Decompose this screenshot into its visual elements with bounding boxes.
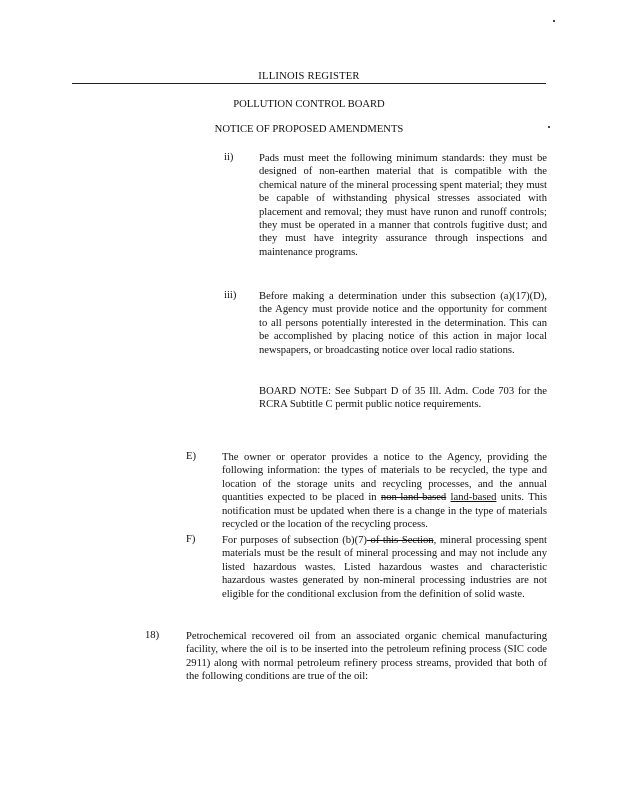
- text-segment: , mineral processing spent materials must be the result of mineral processing and may not include any listed hazardous wastes. Listed hazardous wastes and characteristic hazardous wastes generated by non-mineral processing industries are not eligible for the conditional exclusion from the definition of solid waste.: [222, 535, 547, 600]
- struck-text: of this Section: [366, 535, 434, 546]
- text-segment: For purposes of subsection (b)(7): [222, 535, 367, 546]
- item-label-iii: iii): [224, 290, 237, 301]
- text-segment: units. This notification must be updated when there is a change in the type of materials recycled or the location of the recycling process.: [222, 492, 547, 531]
- notice-title: NOTICE OF PROPOSED AMENDMENTS: [214, 124, 404, 135]
- item-text-ii: Pads must meet the following minimum standards: they must be designed of non-earthen material that is compatible with the chemical nature of the mineral processing spent material; they must be capable of withstanding physical stresses associated with placement and removal; they must have runon and runoff controls; they must be operated in a manner that controls fugitive dust; and they must have integrity assurance through inspections and maintenance programs.: [259, 153, 547, 258]
- struck-text: non-land-based: [380, 492, 447, 504]
- inserted-text: land-based: [450, 492, 497, 504]
- scan-speck: [553, 20, 555, 22]
- item-label-F: F): [186, 534, 196, 545]
- item-text-18: Petrochemical recovered oil from an associated organic chemical manufacturing facility, where the oil is to be inserted into the petroleum refining process (SIC code 2911) along with normal petroleum refinery process streams, provided that both of the following conditions are true of the oil:: [186, 631, 547, 683]
- item-text-E: [222, 451, 547, 531]
- item-text-iii: Before making a determination under this subsection (a)(17)(D), the Agency must provide notice and the opportunity for comment to all persons potentially interested in the determination. This can be accomplished by placing notice of this action in major local newspapers, or broadcasting notice over local radio stations.: [259, 291, 547, 356]
- item-label-18: 18): [145, 630, 160, 641]
- board-note: BOARD NOTE: See Subpart D of 35 Ill. Adm. Code 703 for the RCRA Subtitle C permit public notice requirements.: [259, 386, 547, 411]
- text-segment: The owner or operator provides a notice to the Agency, providing the following information: the types of materials to be recycled, the type and location of the storage units and recycling processes, and the annual quantities expected to be placed in: [222, 452, 547, 504]
- item-text-F: [222, 534, 547, 601]
- item-label-ii: ii): [224, 152, 234, 163]
- header-rule: [72, 83, 546, 84]
- item-label-E: E): [186, 451, 196, 462]
- register-title: ILLINOIS REGISTER: [258, 71, 360, 82]
- board-title: POLLUTION CONTROL BOARD: [233, 99, 385, 110]
